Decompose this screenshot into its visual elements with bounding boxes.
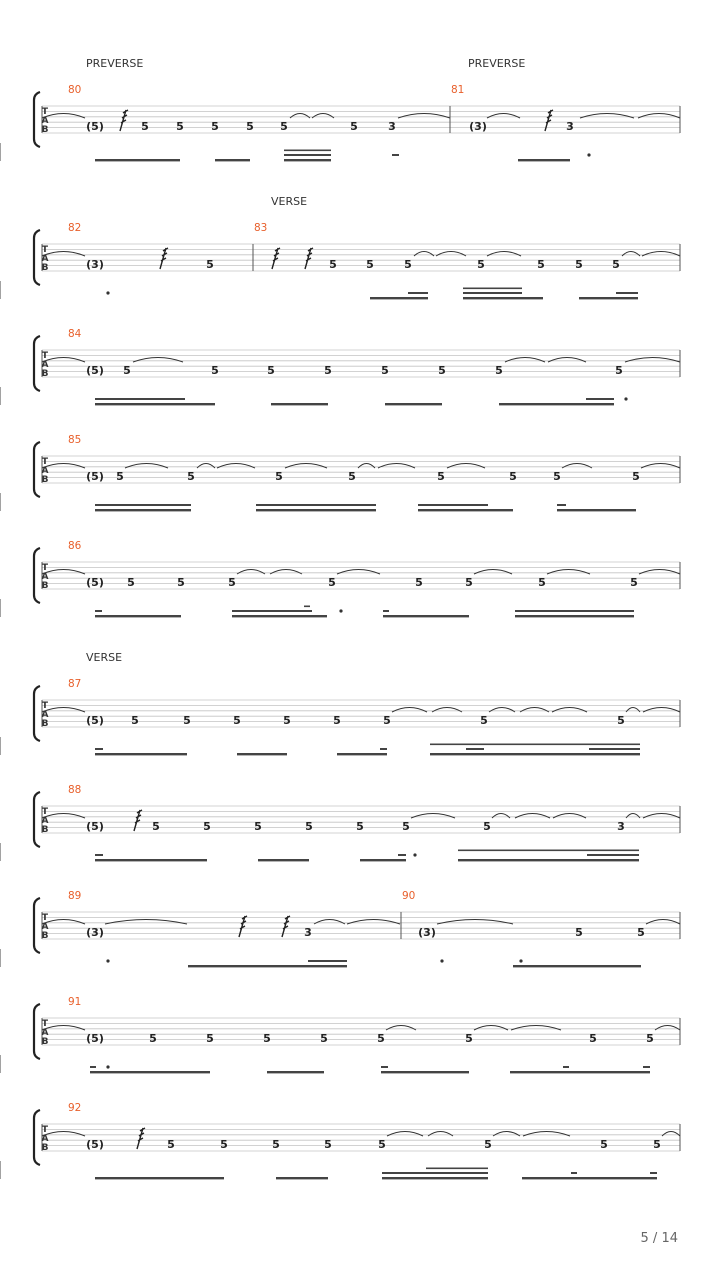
system-bracket	[34, 1004, 40, 1059]
fret-number: 5	[272, 1138, 280, 1151]
beam	[237, 753, 287, 755]
tie-arc	[237, 570, 265, 575]
fret-number: 5	[228, 576, 236, 589]
fret-number: 5	[484, 1138, 492, 1151]
beam	[258, 859, 309, 861]
beam-16th	[380, 748, 387, 750]
beam	[188, 965, 347, 967]
tie-arc	[133, 358, 183, 363]
beam-32nd	[426, 1168, 488, 1170]
fret-number: 5	[402, 820, 410, 833]
tie-arc	[626, 708, 640, 713]
tab-clef-letter: B	[41, 1037, 49, 1047]
fret-number: (3)	[418, 926, 436, 939]
tie-arc	[626, 814, 640, 819]
tab-clef-letter: B	[41, 1143, 49, 1153]
tab-clef-letter: A	[41, 116, 49, 126]
tab-clef-letter: A	[41, 922, 49, 932]
beam-32nd	[430, 744, 640, 746]
tie-arc	[474, 1026, 508, 1031]
tie-arc	[312, 114, 334, 119]
measure-number: 84	[68, 328, 82, 340]
fret-number: 5	[167, 1138, 175, 1151]
fret-number: 5	[123, 364, 131, 377]
fret-number: 5	[116, 470, 124, 483]
fret-number: 5	[383, 714, 391, 727]
beam-32nd	[304, 606, 310, 608]
tab-clef-letter: T	[41, 1125, 49, 1135]
tab-clef-letter: A	[41, 1134, 49, 1144]
fret-number: 5	[203, 820, 211, 833]
tie-arc	[638, 114, 680, 119]
fret-number: 5	[246, 120, 254, 133]
measure-number: 86	[68, 540, 82, 552]
beam	[513, 965, 641, 967]
beam-16th	[398, 854, 406, 856]
system-bracket	[34, 92, 40, 147]
tie-arc	[643, 708, 680, 713]
tab-system	[0, 195, 680, 299]
beam	[383, 615, 469, 617]
tie-arc	[398, 114, 450, 119]
fret-number: 3	[388, 120, 396, 133]
fret-number: 5	[183, 714, 191, 727]
beam	[337, 753, 387, 755]
fret-number: 3	[304, 926, 312, 939]
fret-number: 5	[211, 364, 219, 377]
tab-clef-letter: T	[41, 107, 49, 117]
section-label: VERSE	[86, 651, 123, 664]
beam-16th	[256, 504, 376, 506]
fret-number: 5	[404, 258, 412, 271]
tie-arc	[270, 570, 302, 575]
fret-number: 5	[378, 1138, 386, 1151]
tie-arc	[436, 252, 466, 257]
fret-number: (3)	[469, 120, 487, 133]
beam-32nd	[458, 850, 639, 852]
fret-number: 5	[415, 576, 423, 589]
rhythm-dot	[413, 853, 416, 856]
tab-clef-letter: A	[41, 710, 49, 720]
tie-arc	[125, 464, 168, 469]
beam	[510, 1071, 650, 1073]
beam-16th	[95, 748, 103, 750]
system-bracket	[34, 792, 40, 847]
fret-number: 5	[324, 1138, 332, 1151]
tab-clef-letter: T	[41, 245, 49, 255]
beam-16th	[466, 748, 484, 750]
tie-arc	[314, 920, 345, 925]
fret-number: 5	[149, 1032, 157, 1045]
beam-16th	[382, 1172, 488, 1174]
fret-number: 5	[187, 470, 195, 483]
tab-clef-letter: B	[41, 263, 49, 273]
system-bracket	[34, 898, 40, 953]
fret-number: 5	[275, 470, 283, 483]
fret-number: (5)	[86, 120, 104, 133]
beam	[284, 159, 331, 161]
measure-number: 82	[68, 222, 82, 234]
beam	[518, 159, 570, 161]
fret-number: 5	[612, 258, 620, 271]
fret-number: (5)	[86, 470, 104, 483]
fret-number: 5	[263, 1032, 271, 1045]
tie-arc	[487, 114, 520, 119]
tie-arc	[643, 814, 680, 819]
beam	[381, 1071, 469, 1073]
tie-arc	[290, 114, 310, 119]
measure-number: 87	[68, 678, 82, 690]
measure-number: 81	[451, 84, 465, 96]
beam	[256, 509, 376, 511]
tab-clef-letter: A	[41, 360, 49, 370]
measure-number: 83	[254, 222, 268, 234]
fret-number: 5	[254, 820, 262, 833]
fret-number: 5	[381, 364, 389, 377]
tab-clef-letter: A	[41, 466, 49, 476]
tie-arc	[432, 708, 462, 713]
tie-arc	[437, 920, 513, 925]
fret-number: 5	[152, 820, 160, 833]
fret-number: 5	[538, 576, 546, 589]
beam-16th	[586, 398, 614, 400]
tie-arc	[285, 464, 327, 469]
beam-16th	[571, 1172, 577, 1174]
measure-number: 80	[68, 84, 82, 96]
fret-number: (5)	[86, 820, 104, 833]
fret-number: 5	[328, 576, 336, 589]
tab-clef-letter: T	[41, 807, 49, 817]
tab-system	[0, 434, 680, 511]
fret-number: 5	[465, 576, 473, 589]
beam-16th	[284, 154, 331, 156]
beam-16th	[587, 854, 639, 856]
fret-number: 5	[653, 1138, 661, 1151]
tie-arc	[646, 920, 680, 925]
beam	[515, 615, 634, 617]
fret-number: 5	[495, 364, 503, 377]
tie-arc	[411, 814, 455, 819]
beam-16th	[95, 610, 102, 612]
beam	[95, 403, 215, 405]
rhythm-dot	[106, 1065, 109, 1068]
tie-arc	[489, 708, 515, 713]
fret-number: 5	[220, 1138, 228, 1151]
system-bracket	[34, 548, 40, 603]
tab-clef-letter: T	[41, 1019, 49, 1029]
tie-arc	[523, 1132, 570, 1137]
beam	[215, 159, 250, 161]
fret-number: 5	[356, 820, 364, 833]
fret-number: 5	[283, 714, 291, 727]
fret-number: 5	[305, 820, 313, 833]
tie-arc	[493, 1132, 520, 1137]
tab-clef-letter: T	[41, 351, 49, 361]
beam-16th	[95, 398, 185, 400]
beam-16th	[383, 610, 389, 612]
beam-16th	[308, 960, 347, 962]
fret-number: 5	[348, 470, 356, 483]
beam-16th	[418, 504, 488, 506]
tie-arc	[414, 252, 434, 257]
fret-number: 5	[537, 258, 545, 271]
tab-system	[0, 890, 680, 967]
tie-arc	[347, 920, 400, 925]
beam-16th	[95, 504, 191, 506]
measure-number: 85	[68, 434, 82, 446]
tab-clef-letter: A	[41, 572, 49, 582]
tie-arc	[387, 1132, 423, 1137]
section-label: PREVERSE	[468, 57, 526, 70]
beam	[522, 1177, 657, 1179]
beam-16th	[381, 1066, 388, 1068]
tab-system	[0, 328, 680, 405]
beam	[276, 1177, 328, 1179]
fret-number: (5)	[86, 714, 104, 727]
fret-number: 5	[617, 714, 625, 727]
beam-32nd	[463, 288, 522, 290]
beam	[95, 753, 187, 755]
beam-16th	[90, 1066, 96, 1068]
tab-clef-letter: T	[41, 457, 49, 467]
measure-number: 88	[68, 784, 82, 796]
fret-number: 5	[480, 714, 488, 727]
beam	[579, 297, 638, 299]
tie-arc	[548, 358, 586, 363]
tab-clef-letter: A	[41, 816, 49, 826]
fret-number: 5	[329, 258, 337, 271]
tie-arc	[487, 252, 521, 257]
measure-number: 89	[68, 890, 82, 902]
beam-16th	[463, 292, 522, 294]
tie-arc	[655, 1026, 680, 1031]
fret-number: (5)	[86, 1138, 104, 1151]
fret-number: 5	[509, 470, 517, 483]
beam	[271, 403, 328, 405]
beam-16th	[515, 610, 634, 612]
section-label: PREVERSE	[86, 57, 144, 70]
beam	[458, 859, 639, 861]
tie-arc	[547, 570, 590, 575]
tie-arc	[552, 708, 587, 713]
fret-number: (5)	[86, 1032, 104, 1045]
fret-number: 5	[206, 258, 214, 271]
beam	[370, 297, 428, 299]
fret-number: 3	[617, 820, 625, 833]
measure-number: 92	[68, 1102, 82, 1114]
tie-arc	[639, 570, 680, 575]
fret-number: 5	[176, 120, 184, 133]
fret-number: 5	[575, 258, 583, 271]
fret-number: 5	[437, 470, 445, 483]
fret-number: 5	[280, 120, 288, 133]
beam-16th	[95, 854, 103, 856]
tab-clef-letter: B	[41, 125, 49, 135]
fret-number: 5	[233, 714, 241, 727]
fret-number: 5	[366, 258, 374, 271]
tie-arc	[642, 252, 680, 257]
measure-number: 91	[68, 996, 82, 1008]
beam	[95, 159, 180, 161]
tie-arc	[511, 1026, 561, 1031]
beam-32nd	[284, 150, 331, 152]
fret-number: 5	[350, 120, 358, 133]
beam-16th	[650, 1172, 657, 1174]
fret-number: 5	[211, 120, 219, 133]
fret-number: (3)	[86, 926, 104, 939]
beam	[267, 1071, 324, 1073]
tab-system	[0, 540, 680, 617]
tie-arc	[217, 464, 255, 469]
fret-number: 5	[477, 258, 485, 271]
tie-arc	[641, 464, 680, 469]
tab-clef-letter: B	[41, 931, 49, 941]
tie-arc	[358, 464, 375, 469]
beam	[95, 615, 181, 617]
fret-number: (3)	[86, 258, 104, 271]
tie-arc	[622, 252, 640, 257]
tie-arc	[428, 1132, 453, 1137]
tie-arc	[505, 358, 545, 363]
beam	[418, 509, 513, 511]
page-indicator: 5 / 14	[640, 1231, 678, 1246]
beam	[499, 403, 614, 405]
fret-number: 5	[141, 120, 149, 133]
tie-arc	[662, 1132, 680, 1137]
fret-number: 5	[630, 576, 638, 589]
fret-number: (5)	[86, 576, 104, 589]
fret-number: 5	[127, 576, 135, 589]
system-bracket	[34, 1110, 40, 1165]
tab-clef-letter: A	[41, 254, 49, 264]
tie-arc	[392, 708, 427, 713]
system-bracket	[34, 686, 40, 741]
fret-number: 5	[206, 1032, 214, 1045]
rhythm-dot	[106, 291, 109, 294]
beam	[95, 509, 191, 511]
beam	[382, 1177, 488, 1179]
rhythm-dot	[440, 959, 443, 962]
beam-16th	[563, 1066, 569, 1068]
tie-arc	[447, 464, 485, 469]
tie-arc	[105, 920, 187, 925]
beam	[430, 753, 640, 755]
fret-number: 5	[646, 1032, 654, 1045]
tie-arc	[520, 708, 549, 713]
fret-number: 5	[131, 714, 139, 727]
beam	[95, 1177, 224, 1179]
beam	[463, 297, 543, 299]
system-bracket	[34, 230, 40, 285]
section-label: VERSE	[271, 195, 308, 208]
tab-clef-letter: B	[41, 369, 49, 379]
rhythm-dot	[624, 397, 627, 400]
fret-number: 5	[438, 364, 446, 377]
tab-clef-letter: T	[41, 913, 49, 923]
tab-clef-letter: A	[41, 1028, 49, 1038]
tie-arc	[625, 358, 680, 363]
rhythm-dot	[519, 959, 522, 962]
fret-number: 5	[615, 364, 623, 377]
tab-clef-letter: T	[41, 701, 49, 711]
fret-number: 5	[483, 820, 491, 833]
fret-number: 5	[465, 1032, 473, 1045]
beam-16th	[392, 154, 399, 156]
beam-16th	[589, 748, 640, 750]
tie-arc	[474, 570, 512, 575]
tie-arc	[580, 114, 634, 119]
tie-arc	[197, 464, 215, 469]
tab-clef-letter: B	[41, 719, 49, 729]
system-bracket	[34, 442, 40, 497]
fret-number: 5	[637, 926, 645, 939]
beam	[232, 615, 327, 617]
tab-clef-letter: B	[41, 825, 49, 835]
beam	[385, 403, 442, 405]
tie-arc	[386, 1026, 416, 1031]
fret-number: 5	[324, 364, 332, 377]
fret-number: 5	[377, 1032, 385, 1045]
tie-arc	[337, 570, 380, 575]
measure-number: 90	[402, 890, 416, 902]
beam-16th	[557, 504, 566, 506]
fret-number: 5	[575, 926, 583, 939]
fret-number: 5	[177, 576, 185, 589]
beam-16th	[643, 1066, 650, 1068]
beam	[557, 509, 636, 511]
beam-16th	[232, 610, 312, 612]
tab-system	[0, 1102, 680, 1179]
tab-system	[0, 784, 680, 861]
fret-number: 5	[632, 470, 640, 483]
fret-number: (5)	[86, 364, 104, 377]
rhythm-dot	[106, 959, 109, 962]
rhythm-dot	[339, 609, 342, 612]
beam-16th	[408, 292, 428, 294]
tab-system	[0, 651, 680, 755]
fret-number: 5	[267, 364, 275, 377]
tie-arc	[553, 814, 586, 819]
tab-clef-letter: T	[41, 563, 49, 573]
fret-number: 5	[320, 1032, 328, 1045]
beam-16th	[616, 292, 638, 294]
tab-system	[0, 57, 680, 161]
tab-clef-letter: B	[41, 475, 49, 485]
fret-number: 5	[553, 470, 561, 483]
tie-arc	[515, 814, 550, 819]
fret-number: 5	[333, 714, 341, 727]
beam	[90, 1071, 210, 1073]
beam	[360, 859, 406, 861]
fret-number: 5	[600, 1138, 608, 1151]
rhythm-dot	[587, 153, 590, 156]
fret-number: 5	[589, 1032, 597, 1045]
tab-system	[0, 996, 680, 1073]
tab-clef-letter: B	[41, 581, 49, 591]
tie-arc	[562, 464, 592, 469]
tie-arc	[492, 814, 510, 819]
tie-arc	[378, 464, 415, 469]
beam	[95, 859, 207, 861]
fret-number: 3	[566, 120, 574, 133]
system-bracket	[34, 336, 40, 391]
